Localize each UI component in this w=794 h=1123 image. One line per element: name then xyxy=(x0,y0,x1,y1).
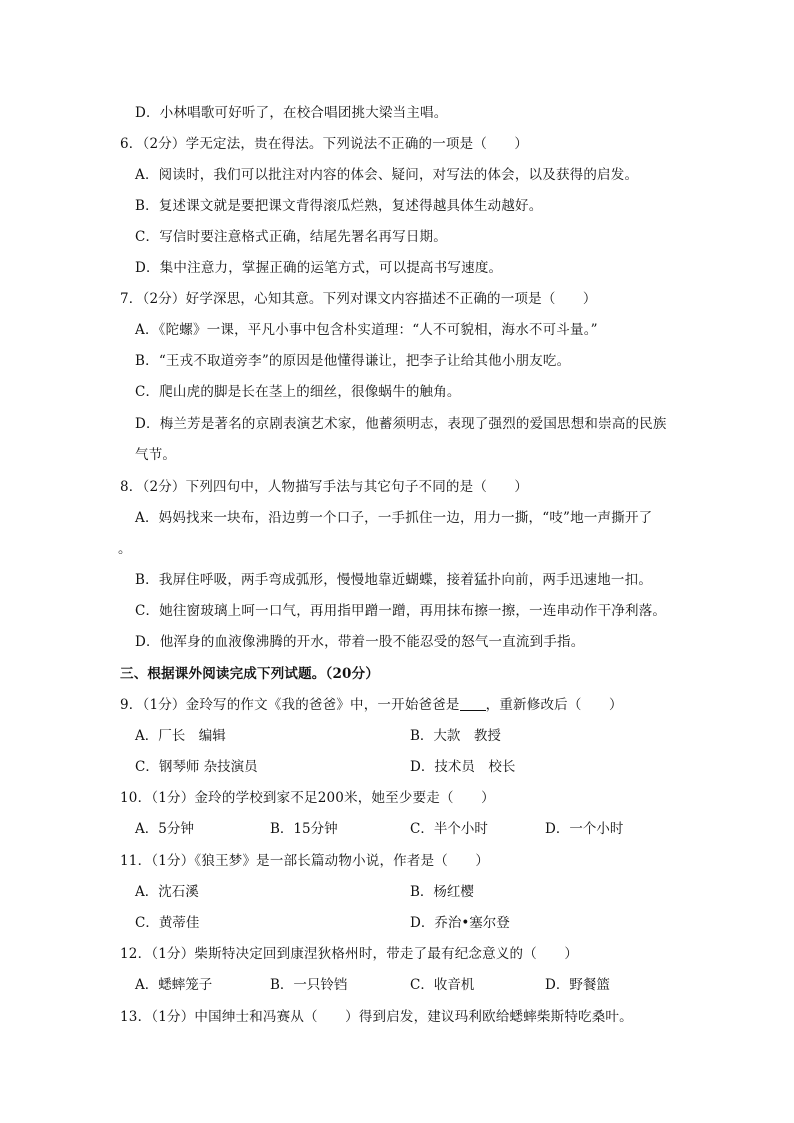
q8-option-a: A．妈妈找来一块布，沿边剪一个口子，一手抓住一边，用力一撕，“吱”地一声撕开了 xyxy=(135,510,653,526)
q9-option-c: C．钢琴师 杂技演员 xyxy=(135,759,258,775)
q10-option-b: B．15分钟 xyxy=(270,821,338,837)
q9-option-d: D．技术员 校长 xyxy=(410,759,516,775)
q6-option-b: B．复述课文就是要把课文背得滚瓜烂熟，复述得越具体生动越好。 xyxy=(135,198,543,214)
q7-option-b: B．“王戎不取道旁李”的原因是他懂得谦让，把李子让给其他小朋友吃。 xyxy=(135,353,571,369)
q12-option-d: D．野餐篮 xyxy=(545,977,610,993)
question-10: 10．（1分）金玲的学校到家不足200米，她至少要走（ ） xyxy=(120,790,495,806)
q11-option-a: A．沈石溪 xyxy=(135,884,199,900)
q11-option-d: D．乔治•塞尔登 xyxy=(410,915,510,931)
q12-option-a: A．蟋蟀笼子 xyxy=(135,977,213,993)
question-9 xyxy=(120,695,623,715)
q7-option-d-continued: 气节。 xyxy=(135,447,177,463)
q5-option-d: D．小林唱歌可好听了，在校合唱团挑大梁当主唱。 xyxy=(135,105,448,121)
q8-option-a-continued: 。 xyxy=(118,541,132,557)
q6-option-d: D．集中注意力，掌握正确的运笔方式，可以提高书写速度。 xyxy=(135,260,503,276)
question-11: 11．（1分）《狼王梦》是一部长篇动物小说，作者是（ ） xyxy=(120,853,490,869)
question-12: 12．（1分）柴斯特决定回到康涅狄格州时，带走了最有纪念意义的（ ） xyxy=(120,946,579,962)
q9-option-a: A．厂长 编辑 xyxy=(135,728,226,744)
question-7: 7．（2分）好学深思，心知其意。下列对课文内容描述不正确的一项是（ ） xyxy=(120,291,597,307)
section-3-heading: 三、根据课外阅读完成下列试题。（20分） xyxy=(120,666,380,682)
q11-option-b: B．杨红樱 xyxy=(410,884,474,900)
question-8: 8．（2分）下列四句中，人物描写手法与其它句子不同的是（ ） xyxy=(120,479,529,495)
q10-option-c: C．半个小时 xyxy=(410,821,488,837)
q7-option-d: D．梅兰芳是著名的京剧表演艺术家，他蓄须明志，表现了强烈的爱国思想和崇高的民族 xyxy=(135,416,667,432)
q7-option-a: A．《陀螺》一课，平凡小事中包含朴实道理：“人不可貌相，海水不可斗量。” xyxy=(135,322,598,338)
q11-option-c: C．黄蒂佳 xyxy=(135,915,200,931)
q9-option-b: B．大款 教授 xyxy=(410,728,501,744)
q8-option-c: C．她往窗玻璃上呵一口气，再用指甲蹭一蹭，再用抹布擦一擦，一连串动作干净利落。 xyxy=(135,603,667,619)
q6-option-c: C．写信时要注意格式正确，结尾先署名再写日期。 xyxy=(135,229,447,245)
q9-text-after-blank: ，重新修改后（ ） xyxy=(485,697,623,713)
q8-option-d: D．他浑身的血液像沸腾的开水，带着一股不能忍受的怒气一直流到手指。 xyxy=(135,634,585,650)
question-13: 13．（1分）中国绅士和冯赛从（ ）得到启发，建议玛利欧给蟋蟀柴斯特吃桑叶。 xyxy=(120,1009,633,1025)
q9-blank xyxy=(460,696,486,711)
q12-option-c: C．收音机 xyxy=(410,977,475,993)
q9-text-before-blank: 9．（1分）金玲写的作文《我的爸爸》中，一开始爸爸是 xyxy=(120,697,460,713)
q10-option-d: D．一个小时 xyxy=(545,821,624,837)
q6-option-a: A．阅读时，我们可以批注对内容的体会、疑问，对写法的体会，以及获得的启发。 xyxy=(135,167,639,183)
q8-option-b: B．我屏住呼吸，两手弯成弧形，慢慢地靠近蝴蝶，接着猛扑向前，两手迅速地一扣。 xyxy=(135,572,653,588)
q12-option-b: B．一只铃铛 xyxy=(270,977,348,993)
question-6: 6．（2分）学无定法，贵在得法。下列说法不正确的一项是（ ） xyxy=(120,136,529,152)
q7-option-c: C．爬山虎的脚是长在茎上的细丝，很像蜗牛的触角。 xyxy=(135,384,461,400)
q10-option-a: A．5分钟 xyxy=(135,821,194,837)
